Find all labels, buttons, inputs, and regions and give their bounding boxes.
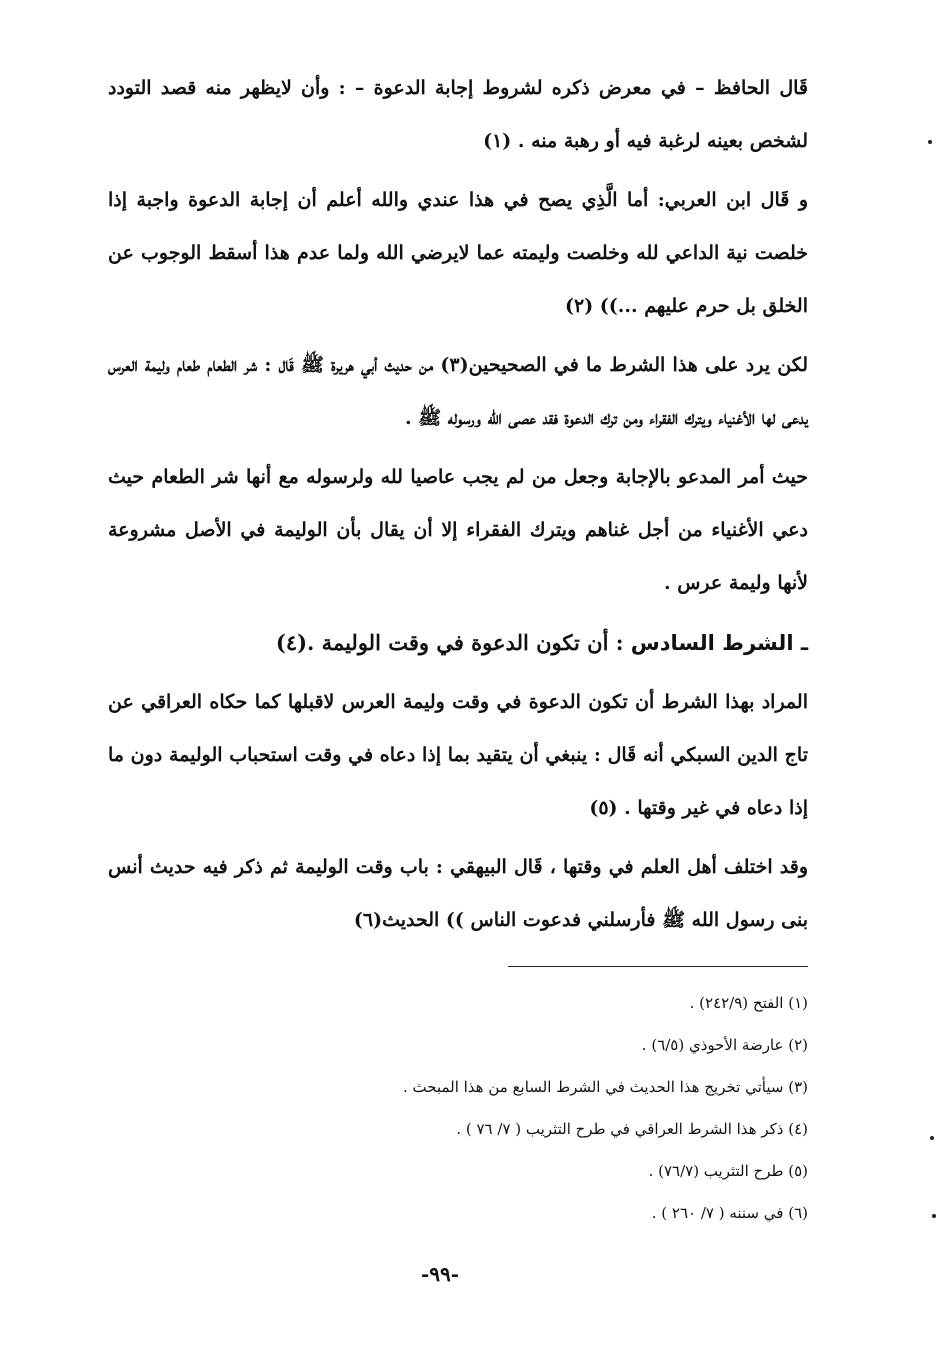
main-text [108, 62, 808, 953]
paragraph-1: قَال الحافظ – في معرض ذكره لشروط إجابة الدعوة – : وأن لايظهر منه قصد التودد لشخص بعينه لرغبة فيه أو رهبة منه . (١) [108, 77, 808, 152]
footnote-2: (٢) عارضة الأحوذي (٦/٥) . [641, 1036, 808, 1054]
paragraph-5: المراد بهذا الشرط أن تكون الدعوة في وقت وليمة العرس لاقبلها كما حكاه العراقي عن تاج الدين السبكي أنه قَال : ينبغي أن يتقيد بما إذا دعاه في وقت استحباب الوليمة دون ما إذا دعاه في غير وقتها . (٥) [108, 691, 808, 819]
paragraph-6: وقد اختلف أهل العلم في وقتها ، قَال البيهقي : باب وقت الوليمة ثم ذكر فيه حديث أنس بنى رسول الله ﷺ فأرسلني فدعوت الناس )) الحديث(٦) [108, 856, 808, 931]
footnote-divider [508, 966, 808, 967]
footnote-3: (٣) سيأتي تخريج هذا الحديث في الشرط السابع من هذا المبحث . [402, 1078, 808, 1096]
paragraph-4: حيث أمر المدعو بالإجابة وجعل من لم يجب عاصيا لله ولرسوله مع أنها شر الطعام حيث دعي الأغنياء من أجل غناهم ويترك الفقراء إلا أن يقال بأن الوليمة في الأصل مشروعة لأنها وليمة عرس . [108, 466, 808, 594]
heading-text: : أن تكون الدعوة في وقت الوليمة .(٤) [275, 630, 624, 655]
section-heading [108, 616, 808, 670]
footnotes [248, 982, 808, 1234]
scan-speck [932, 1214, 936, 1218]
paragraph-2: و قَال ابن العربي: أما الَّذِي يصح في هذا عندي والله أعلم أن إجابة الدعوة واجبة إذا خلصت نية الداعي لله وخلصت وليمته عما لايرضي الله ولما عدم هذا أسقط الوجوب عن الخلق بل حرم عليهم ...)) (٢) [108, 189, 808, 317]
scan-speck [930, 1136, 934, 1140]
paragraph-3: لكن يرد على هذا الشرط ما في الصحيحين(٣) من حديث أبي هريرة ﷺ قَال : شر الطعام طعام وليمة العرس يدعى لها الأغنياء ويترك الفقراء ومن ترك الدعوة فقد عصى الله ورسوله ﷺ . [108, 354, 808, 429]
heading-label: ـ الشرط السادس [630, 631, 808, 655]
footnote-1: (١) الفتح (٢٤٢/٩) . [689, 994, 808, 1012]
page-number: -٩٩- [420, 1262, 460, 1286]
footnote-4: (٤) ذكر هذا الشرط العراقي في طرح التثريب ( ٧/ ٧٦ ) . [456, 1120, 808, 1138]
footnote-5: (٥) طرح التثريب (٧٦/٧) . [648, 1162, 808, 1180]
footnote-6: (٦) في سننه ( ٧/ ٢٦٠ ) . [651, 1204, 808, 1222]
scan-speck [928, 140, 932, 144]
